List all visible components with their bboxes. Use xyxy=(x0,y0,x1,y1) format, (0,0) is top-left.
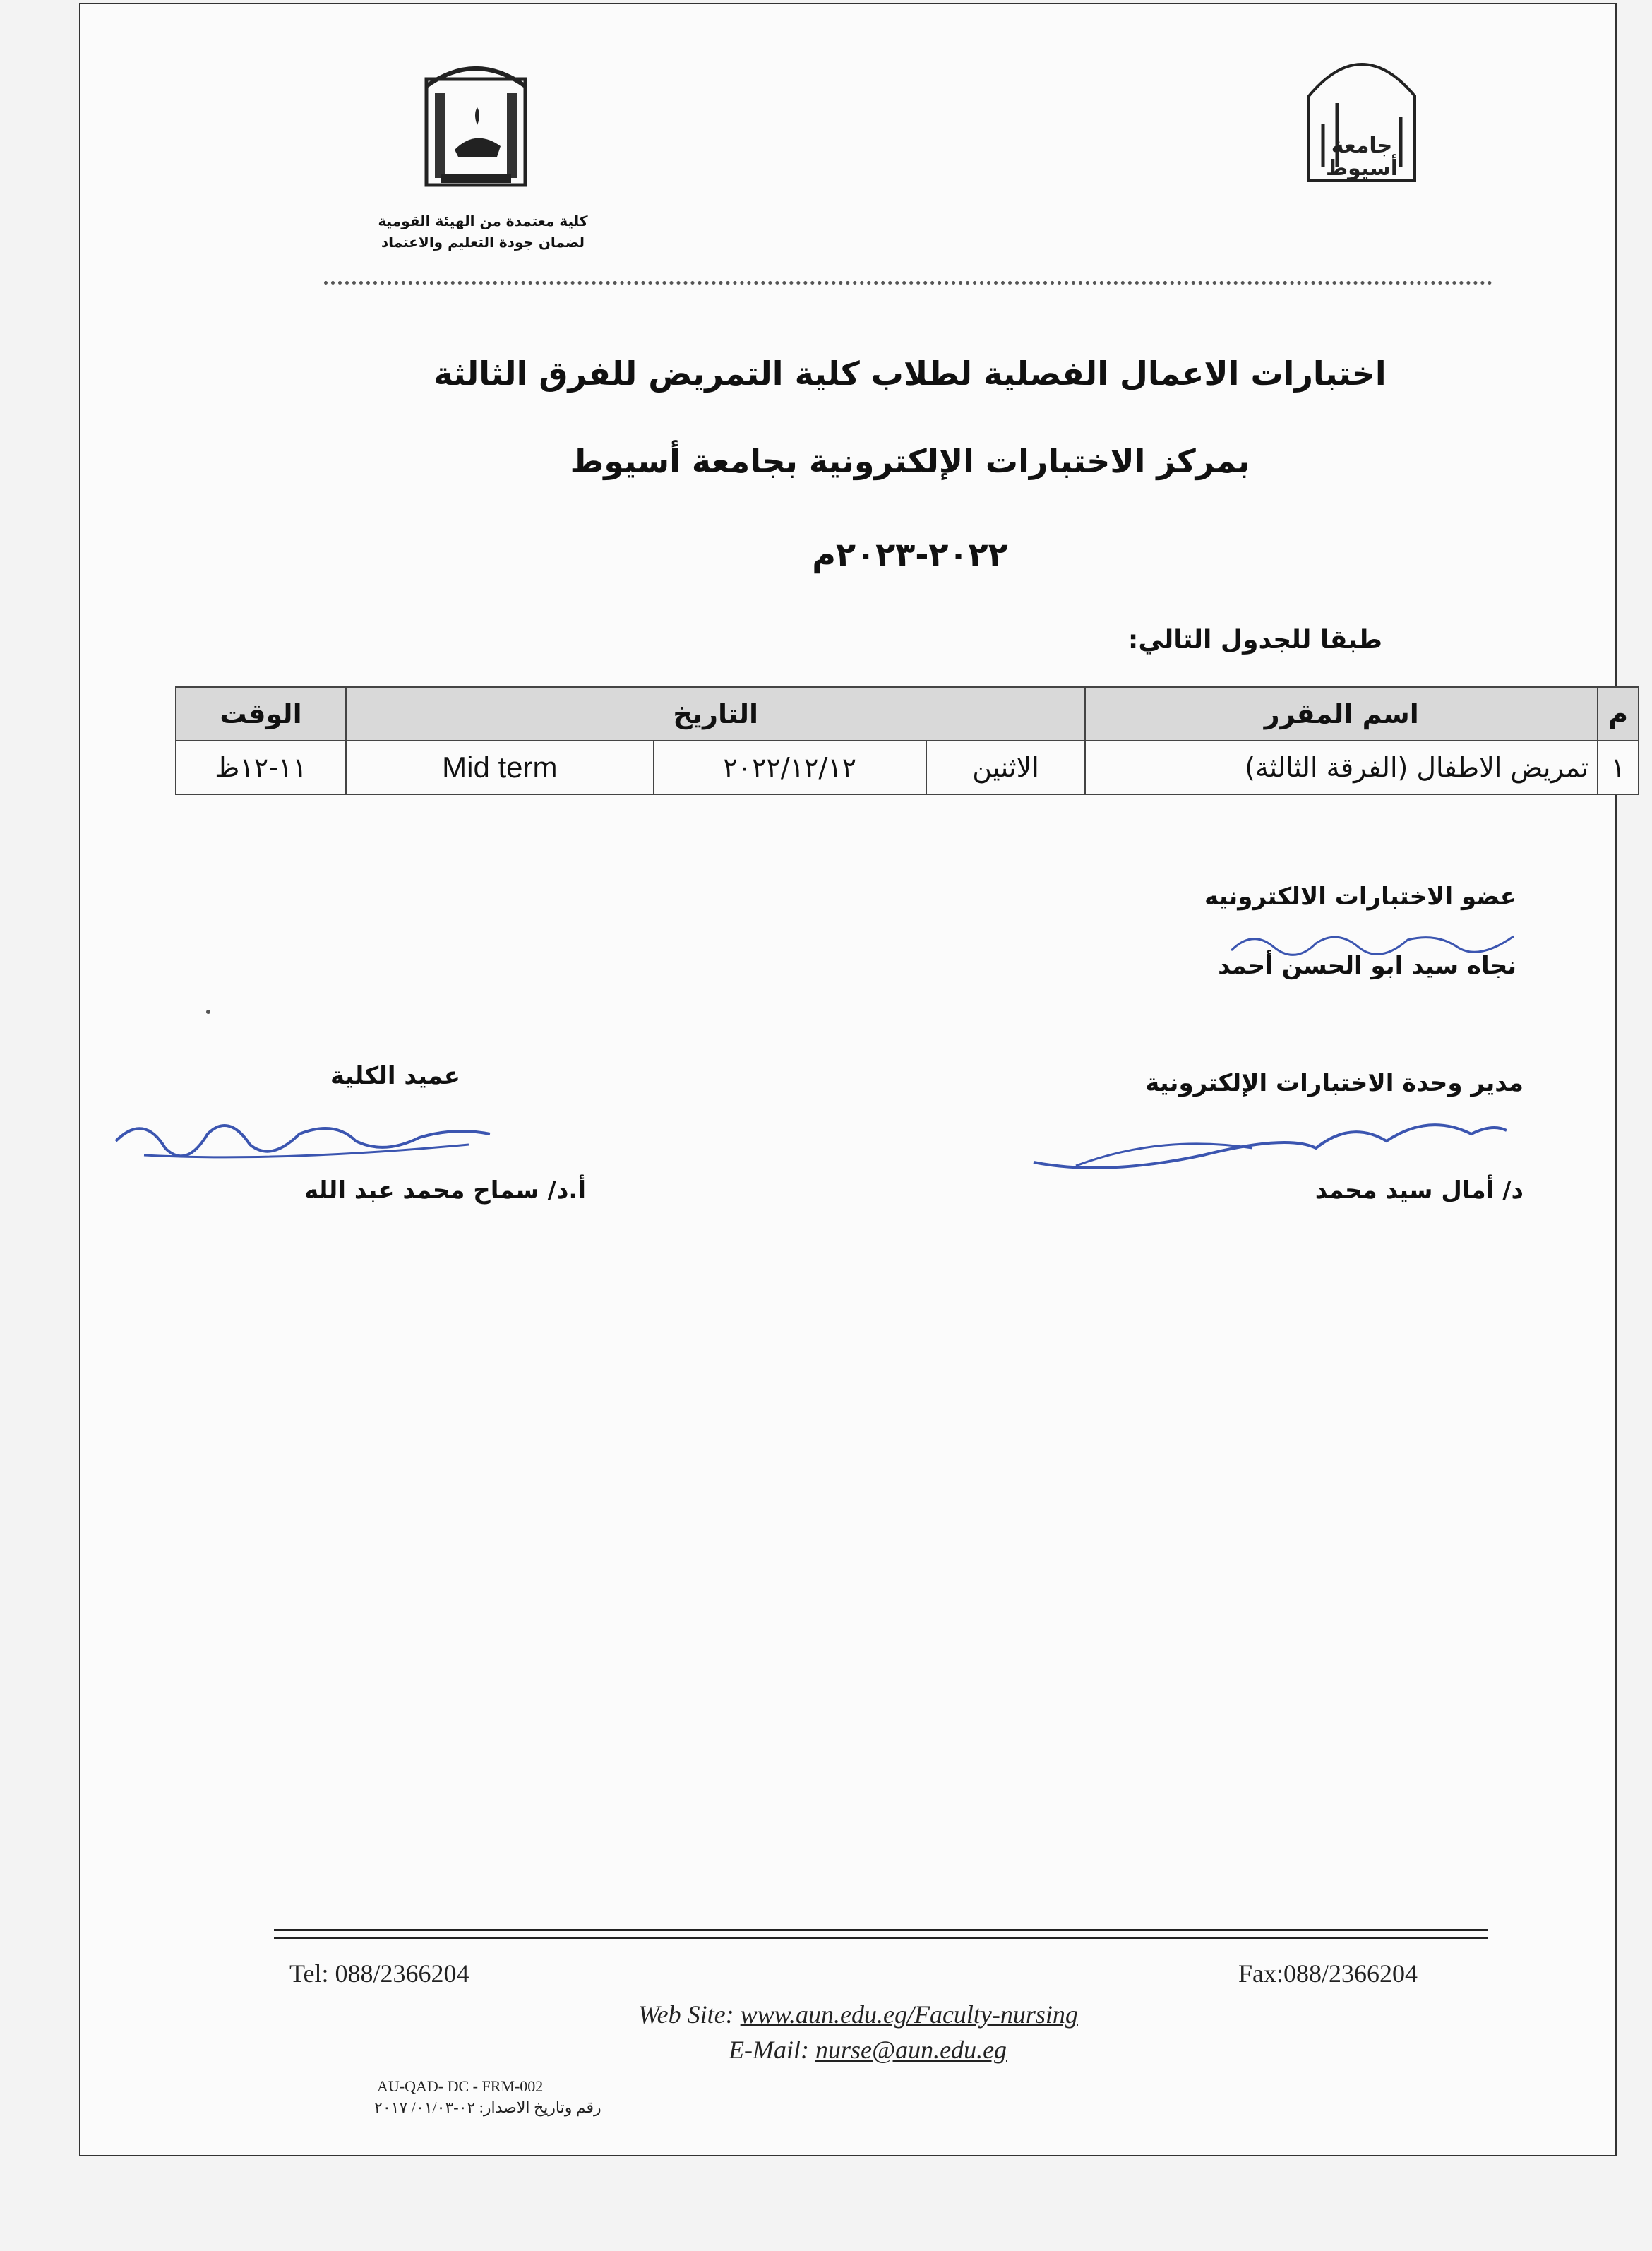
issue-info: رقم وتاريخ الاصدار: ٠٢-٠١/٠٣/ ٢٠١٧ xyxy=(374,2098,601,2116)
footer-rule-top xyxy=(274,1929,1488,1931)
title-line-2: بمركز الاختبارات الإلكترونية بجامعة أسيوط xyxy=(570,442,1250,480)
header-divider xyxy=(324,281,1492,289)
document-page xyxy=(79,3,1628,2156)
header-course: اسم المقرر xyxy=(1085,687,1598,741)
exam-schedule-table xyxy=(175,686,1639,795)
schedule-label: طبقا للجدول التالي: xyxy=(1127,626,1382,655)
email-label: E-Mail: xyxy=(729,2036,815,2064)
assiut-university-logo xyxy=(1295,47,1429,188)
row-time: ١١-١٢ظ xyxy=(176,741,346,794)
dean-title: عميد الكلية xyxy=(330,1062,460,1090)
form-code: AU-QAD- DC - FRM-002 xyxy=(377,2077,544,2095)
member-handwritten-signature xyxy=(1224,922,1521,965)
footer-rule-bottom xyxy=(274,1937,1488,1939)
dean-name: أ.د/ سماح محمد عبد الله xyxy=(304,1176,586,1205)
dean-handwritten-signature xyxy=(102,1106,497,1176)
website-link[interactable]: www.aun.edu.eg/Faculty-nursing xyxy=(740,2000,1078,2029)
row-number: ١ xyxy=(1598,741,1639,794)
footer-email xyxy=(729,2035,1007,2065)
title-line-1: اختبارات الاعمال الفصلية لطلاب كلية التمريض للفرق الثالثة xyxy=(433,354,1387,393)
footer-fax: Fax:088/2366204 xyxy=(1238,1959,1418,1988)
footer-website xyxy=(638,2000,1078,2029)
row-day: الاثنين xyxy=(926,741,1086,794)
header-date: التاريخ xyxy=(346,687,1086,741)
table-header-row xyxy=(176,687,1639,741)
header-time: الوقت xyxy=(176,687,346,741)
row-exam-type: Mid term xyxy=(346,741,654,794)
row-date: ٢٠٢٢/١٢/١٢ xyxy=(654,741,926,794)
accreditation-line-2: لضمان جودة التعليم والاعتماد xyxy=(381,234,585,251)
title-line-3: ٢٠٢٢-٢٠٢٣م xyxy=(812,535,1008,573)
member-name: نجاه سيد ابو الحسن أحمد xyxy=(1218,952,1516,980)
website-label: Web Site: xyxy=(638,2000,741,2029)
director-name: د/ أمال سيد محمد xyxy=(1315,1176,1524,1205)
director-handwritten-signature xyxy=(1019,1106,1514,1183)
scan-speck xyxy=(206,1010,210,1014)
svg-text:أسيوط: أسيوط xyxy=(1326,156,1398,181)
email-link[interactable]: nurse@aun.edu.eg xyxy=(815,2036,1007,2064)
accreditation-note xyxy=(313,210,652,253)
svg-text:جامعة: جامعة xyxy=(1331,133,1393,158)
faculty-of-nursing-logo xyxy=(419,58,532,199)
accreditation-line-1: كلية معتمدة من الهيئة القومية xyxy=(378,213,588,229)
table-row xyxy=(176,741,1639,794)
director-title: مدير وحدة الاختبارات الإلكترونية xyxy=(1145,1069,1524,1097)
footer-telephone: Tel: 088/2366204 xyxy=(289,1959,469,1988)
header-number: م xyxy=(1598,687,1639,741)
row-course: تمريض الاطفال (الفرقة الثالثة) xyxy=(1085,741,1598,794)
member-title: عضو الاختبارات الالكترونيه xyxy=(1204,883,1516,911)
